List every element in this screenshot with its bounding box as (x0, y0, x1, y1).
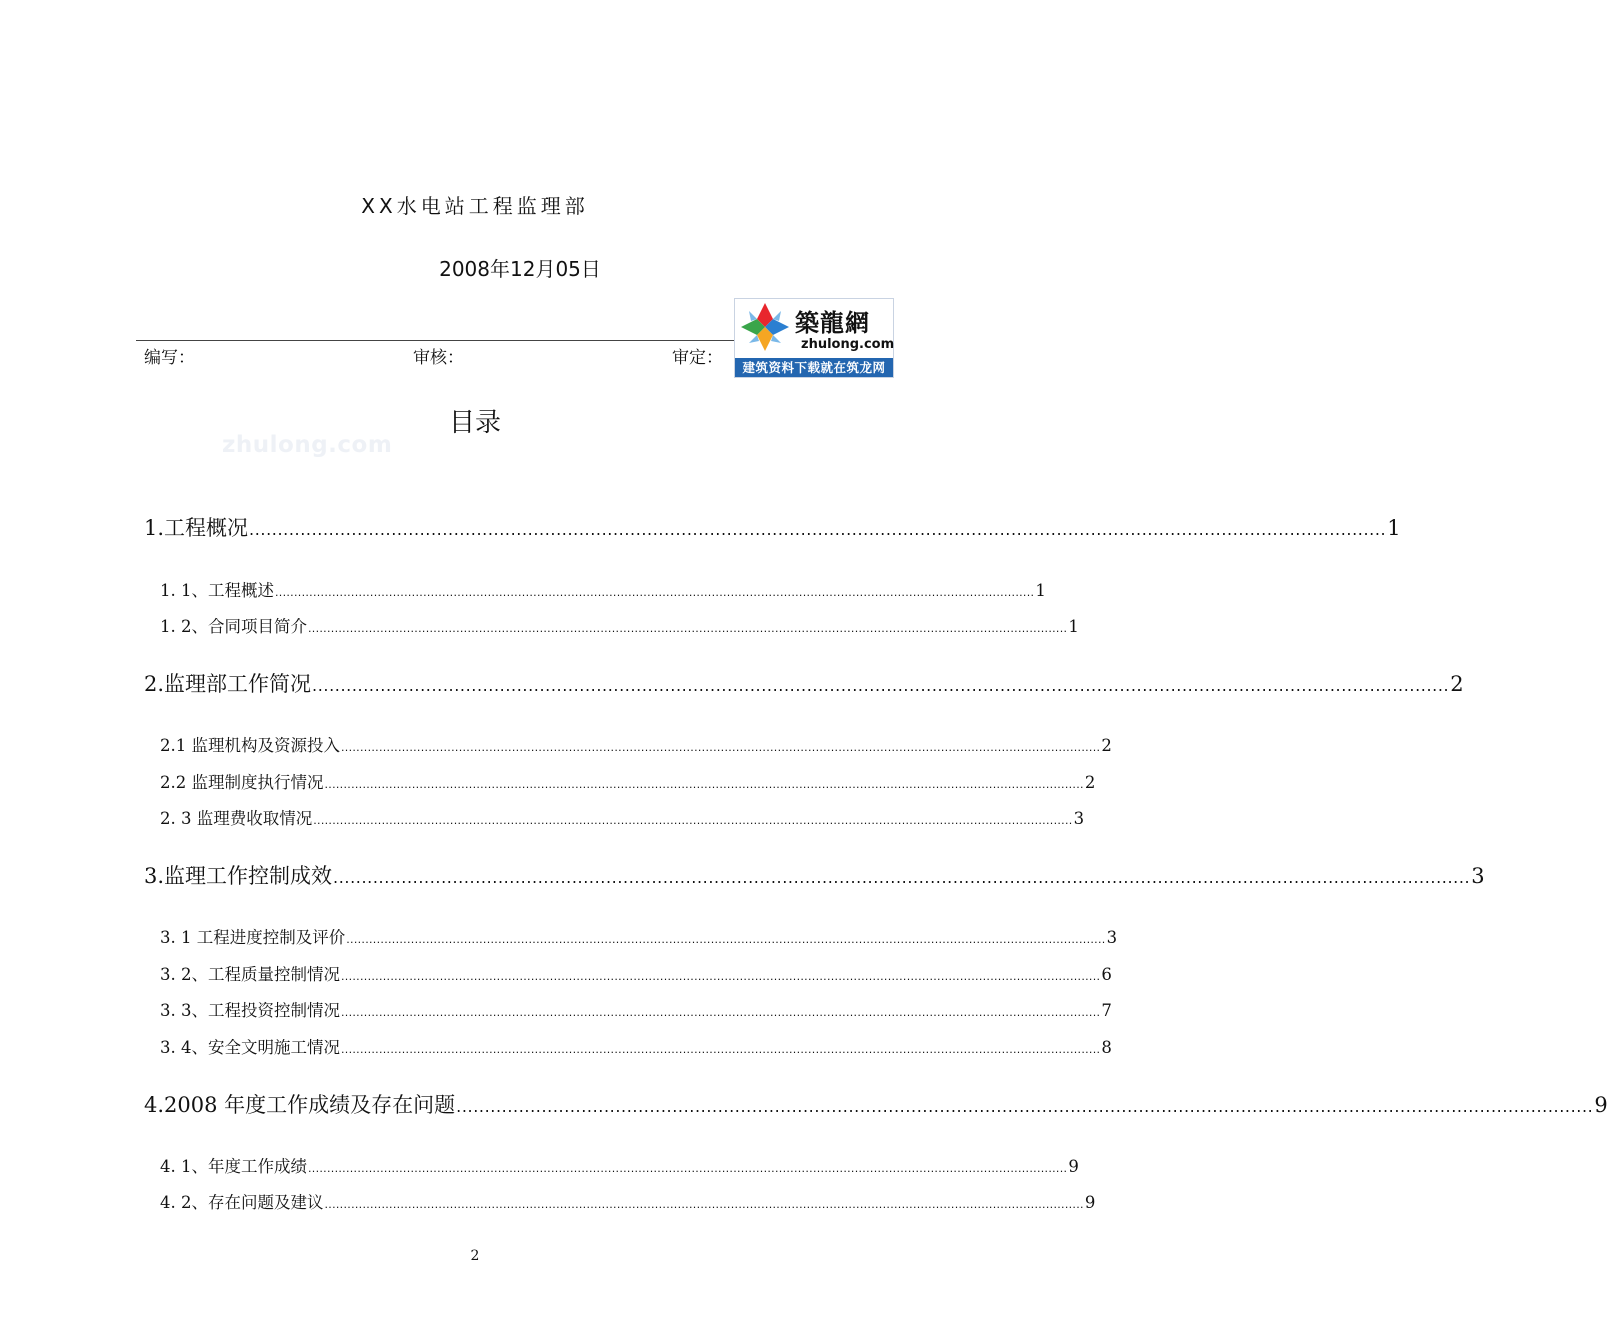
toc-entry-page: 8 (1101, 1038, 1112, 1057)
toc-entry-page: 9 (1084, 1193, 1096, 1212)
toc-entry[interactable] (160, 732, 1112, 756)
toc-leader-dots: ........................................................................................................................................................................................................ (341, 1006, 1101, 1019)
toc-leader-dots: ........................................................................................................................................................................................................ (324, 778, 1084, 791)
reviewed-by-label: 审核： (413, 348, 464, 368)
toc-leader-dots: ........................................................................................................................................................................................................ (346, 933, 1106, 946)
toc-entry-label: 4. 2、存在问题及建议 (160, 1193, 324, 1212)
toc-entry-label: 1. 2、合同项目简介 (160, 617, 307, 636)
toc-entry[interactable] (144, 860, 1485, 890)
toc-entry-label: 3. 3、工程投资控制情况 (160, 1001, 340, 1020)
prepared-by-label: 编写： (144, 348, 195, 368)
toc-entry[interactable] (160, 805, 1085, 829)
toc-entry-page: 6 (1101, 965, 1112, 984)
toc-entry-page: 9 (1594, 1093, 1608, 1117)
toc-leader-dots: ........................................................................................................................................................................................................ (312, 676, 1450, 695)
toc-leader-dots: ........................................................................................................................................................................................................ (308, 622, 1068, 635)
toc-leader-dots: ........................................................................................................................................................................................................ (324, 1198, 1084, 1211)
toc-leader-dots: ........................................................................................................................................................................................................ (249, 520, 1387, 539)
toc-entry[interactable] (160, 1189, 1096, 1213)
toc-entry[interactable] (160, 577, 1046, 601)
toc-entry[interactable] (160, 1034, 1112, 1058)
toc-entry-label: 1.工程概况 (144, 516, 249, 540)
toc-leader-dots: ........................................................................................................................................................................................................ (275, 586, 1035, 599)
page-number: 2 (470, 1248, 480, 1264)
toc-entry-label: 3. 4、安全文明施工情况 (160, 1038, 340, 1057)
signature-rule (136, 340, 736, 341)
toc-entry-label: 2. 3 监理费收取情况 (160, 809, 313, 828)
toc-leader-dots: ........................................................................................................................................................................................................ (341, 970, 1101, 983)
toc-leader-dots: ........................................................................................................................................................................................................ (313, 814, 1073, 827)
toc-entry-page: 3 (1106, 928, 1118, 947)
approved-by-label: 审定： (672, 348, 723, 368)
toc-entry[interactable] (144, 512, 1401, 542)
toc-entry[interactable] (160, 997, 1112, 1021)
toc-entry-page: 1 (1068, 617, 1079, 636)
toc-entry-label: 3.监理工作控制成效 (144, 864, 333, 888)
logo-brand-chinese: 築龍網 (795, 308, 870, 337)
toc-entry-page: 9 (1068, 1157, 1079, 1176)
logo-brand-english: zhulong.com (801, 337, 895, 352)
toc-leader-dots: ........................................................................................................................................................................................................ (341, 741, 1101, 754)
toc-entry-page: 7 (1101, 1001, 1112, 1020)
pinwheel-logo-icon (737, 299, 793, 355)
zhulong-logo (734, 298, 894, 378)
toc-entry-page: 3 (1073, 809, 1085, 828)
toc-entry-page: 2 (1084, 773, 1096, 792)
toc-entry-page: 2 (1450, 672, 1464, 696)
toc-entry[interactable] (160, 924, 1118, 948)
toc-title: 目录 (448, 408, 501, 438)
organization-title: XX水电站工程监理部 (361, 194, 589, 218)
toc-leader-dots: ........................................................................................................................................................................................................ (341, 1043, 1101, 1056)
toc-entry-label: 2.1 监理机构及资源投入 (160, 736, 340, 755)
report-date: 2008年12月05日 (439, 257, 601, 281)
toc-entry[interactable] (160, 613, 1079, 637)
toc-entry-label: 3. 2、工程质量控制情况 (160, 965, 340, 984)
watermark: zhulong.com (222, 432, 393, 458)
toc-entry-label: 2.2 监理制度执行情况 (160, 773, 324, 792)
toc-entry-label: 1. 1、工程概述 (160, 581, 274, 600)
toc-leader-dots: ........................................................................................................................................................................................................ (456, 1097, 1594, 1116)
toc-entry-label: 4. 1、年度工作成绩 (160, 1157, 307, 1176)
toc-entry[interactable] (160, 769, 1096, 793)
toc-entry[interactable] (160, 961, 1112, 985)
toc-entry-page: 1 (1387, 516, 1401, 540)
toc-entry[interactable] (144, 1089, 1608, 1119)
toc-entry[interactable] (160, 1153, 1079, 1177)
toc-entry-label: 2.监理部工作简况 (144, 672, 312, 696)
toc-entry-label: 4.2008 年度工作成绩及存在问题 (144, 1093, 456, 1117)
toc-entry-label: 3. 1 工程进度控制及评价 (160, 928, 346, 947)
toc-leader-dots: ........................................................................................................................................................................................................ (333, 868, 1471, 887)
logo-tagline: 建筑资料下载就在筑龙网 (735, 358, 893, 377)
toc-leader-dots: ........................................................................................................................................................................................................ (308, 1162, 1068, 1175)
toc-entry-page: 3 (1471, 864, 1485, 888)
toc-entry-page: 2 (1101, 736, 1112, 755)
toc-entry-page: 1 (1035, 581, 1046, 600)
toc-entry[interactable] (144, 668, 1464, 698)
